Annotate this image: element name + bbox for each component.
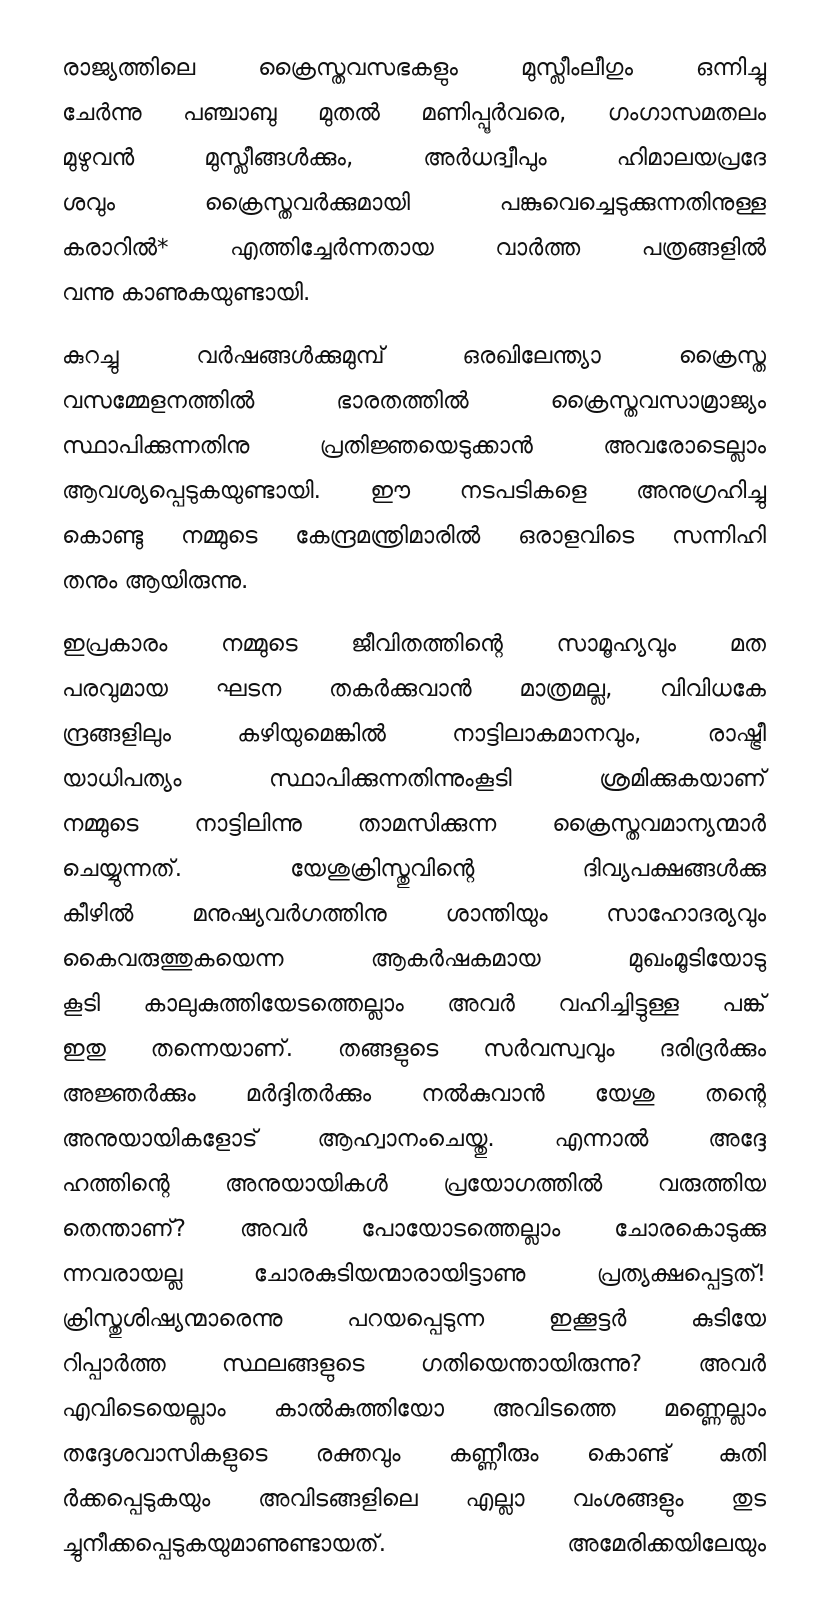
text-line: പരവുമായ ഘടന തകർക്കുവാൻ മാത്രമല്ല, വിവിധകേ <box>62 676 766 702</box>
text-line: ചേർന്നു പഞ്ചാബു മുതൽ മണിപ്പൂർവരെ, ഗംഗാസമതലം <box>62 100 766 126</box>
document-page <box>62 46 766 1585</box>
text-line: ച്ചുനീക്കപ്പെടുകയുമാണുണ്ടായത്. അമേരിക്കയിലേയും <box>62 1531 766 1557</box>
text-line: ന്നവരായല്ല ചോരകുടിയന്മാരായിട്ടാണു പ്രത്യക്ഷപ്പെട്ടത്! <box>62 1261 766 1287</box>
text-line: അനുയായികളോട് ആഹ്വാനംചെയ്തു. എന്നാൽ അദ്ദേ <box>62 1126 766 1152</box>
text-line: തദ്ദേശവാസികളുടെ രക്തവും കണ്ണീരും കൊണ്ട് കുതി <box>62 1441 766 1467</box>
text-line: ആവശ്യപ്പെടുകയുണ്ടായി. ഈ നടപടികളെ അനുഗ്രഹിച്ചു <box>62 478 766 504</box>
text-line: ക്രിസ്തുശിഷ്യന്മാരെന്നു പറയപ്പെടുന്ന ഇക്കൂട്ടർ കുടിയേ <box>62 1306 766 1332</box>
text-line: ഹത്തിന്റെ അനുയായികൾ പ്രയോഗത്തിൽ വരുത്തിയ <box>62 1171 766 1197</box>
text-line: കൊണ്ടു നമ്മുടെ കേന്ദ്രമന്ത്രിമാരിൽ ഒരാളവിടെ സന്നിഹി <box>62 523 766 549</box>
text-line: എവിടെയെല്ലാം കാൽകുത്തിയോ അവിടത്തെ മണ്ണെല്ലാം <box>62 1396 766 1422</box>
text-line: തനും ആയിരുന്നു. <box>62 568 249 594</box>
text-line: കരാറിൽ* എത്തിച്ചേർന്നതായ വാർത്ത പത്രങ്ങളിൽ <box>62 235 766 261</box>
text-line: യാധിപത്യം സ്ഥാപിക്കുന്നതിന്നുംകൂടി ശ്രമിക്കുകയാണ് <box>62 766 766 792</box>
text-line: ന്ദ്രങ്ങളിലും കഴിയുമെങ്കിൽ നാട്ടിലാകമാനവും, രാഷ്ട്രീ <box>62 721 766 747</box>
text-line: ചെയ്യുന്നത്. യേശുക്രിസ്തുവിന്റെ ദിവ്യപക്ഷങ്ങൾക്കു <box>62 856 766 882</box>
text-line: വസമ്മേളനത്തിൽ ഭാരതത്തിൽ ക്രൈസ്തവസാമ്രാജ്യം <box>62 388 766 414</box>
text-line: രാജ്യത്തിലെ ക്രൈസ്തവസഭകളും മുസ്ലീംലീഗും ഒന്നിച്ചു <box>62 55 766 81</box>
text-line: അജ്ഞർക്കും മർദ്ദിതർക്കും നൽകുവാൻ യേശു തന്റെ <box>62 1081 766 1107</box>
paragraph-2 <box>62 334 766 604</box>
text-line: ഇപ്രകാരം നമ്മുടെ ജീവിതത്തിന്റെ സാമൂഹ്യവും മത <box>62 631 766 657</box>
text-line: മുഴുവൻ മുസ്ലീങ്ങൾക്കും, അർധദ്വീപും ഹിമാലയപ്രദേ <box>62 145 766 171</box>
paragraph-1 <box>62 46 766 316</box>
text-line: ശവും ക്രൈസ്തവർക്കുമായി പങ്കുവെച്ചെടുക്കുന്നതിനുള്ള <box>62 190 766 216</box>
text-line: സ്ഥാപിക്കുന്നതിനു പ്രതിജ്ഞയെടുക്കാൻ അവരോടെല്ലാം <box>62 433 766 459</box>
paragraph-3 <box>62 622 766 1567</box>
text-line: തെന്താണ്? അവർ പോയോടത്തെല്ലാം ചോരകൊടുക്കു <box>62 1216 766 1242</box>
text-line: വന്നു കാണുകയുണ്ടായി. <box>62 280 311 306</box>
text-line: കീഴിൽ മനുഷ്യവർഗത്തിനു ശാന്തിയും സാഹോദര്യവും <box>62 901 766 927</box>
text-line: കൂടി കാലുകുത്തിയേടത്തെല്ലാം അവർ വഹിച്ചിട്ടുള്ള പങ്ക് <box>62 991 766 1017</box>
text-line: നമ്മുടെ നാട്ടിലിന്നു താമസിക്കുന്ന ക്രൈസ്തവമാന്യന്മാർ <box>62 811 766 837</box>
text-line: ഇതു തന്നെയാണ്. തങ്ങളുടെ സർവസ്വവും ദരിദ്രർക്കും <box>62 1036 766 1062</box>
text-line: റിപ്പാർത്ത സ്ഥലങ്ങളുടെ ഗതിയെന്തായിരുന്നു? അവർ <box>62 1351 766 1377</box>
text-line: ർക്കപ്പെടുകയും അവിടങ്ങളിലെ എല്ലാ വംശങ്ങളും തുട <box>62 1486 766 1512</box>
text-line: കുറച്ചു വർഷങ്ങൾക്കുമുമ്പ് ഒരഖിലേന്ത്യാ ക്രൈസ്ത <box>62 343 766 369</box>
text-line: കൈവരുത്തുകയെന്ന ആകർഷകമായ മുഖംമൂടിയോടു <box>62 946 766 972</box>
